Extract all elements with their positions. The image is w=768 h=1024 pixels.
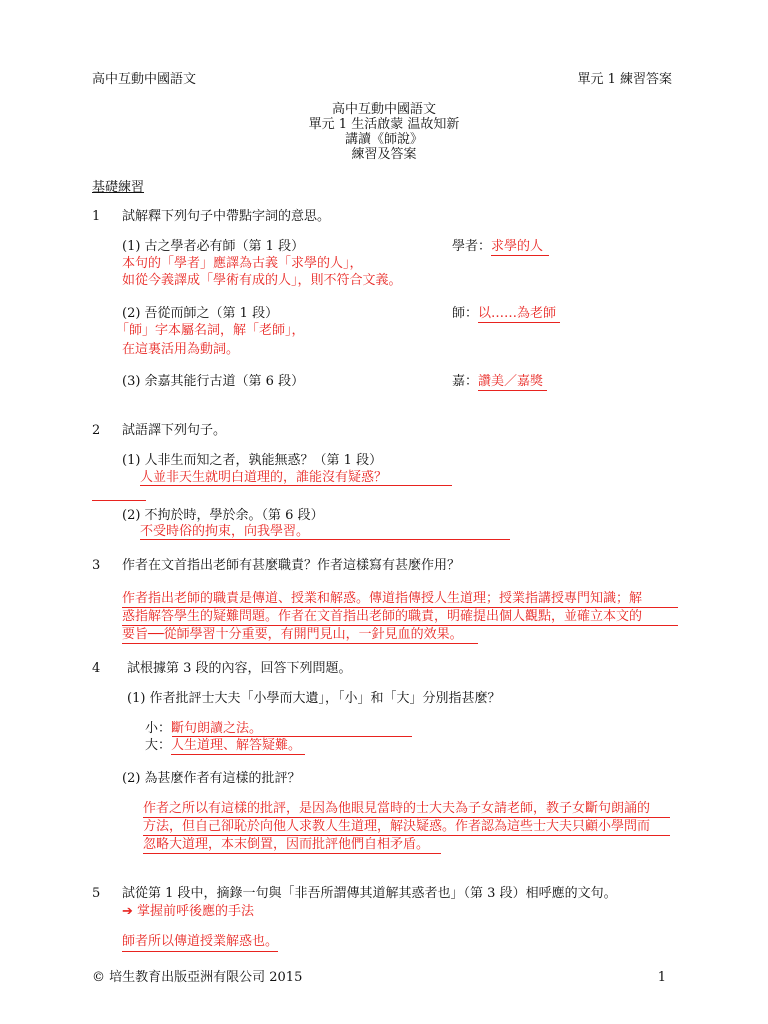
q3-prompt: 作者在文首指出老師有甚麼職責？作者這樣寫有甚麼作用？: [122, 558, 461, 573]
q1-item1-term: [452, 239, 549, 255]
q2-item1-answer-line: [140, 485, 452, 486]
q2-prompt: 試語譯下列句子。: [122, 423, 227, 438]
q5-prompt: 試從第 1 段中，摘錄一句與「非吾所謂傳其道解其惑者也」（第 3 段）相呼應的文句。: [122, 886, 617, 901]
q1-item1-note2: 如從今義譯成「學術有成的人」，則不符合文義。: [122, 273, 402, 288]
q1-item1-note1: 本句的「學者」應譯為古義「求學的人」，: [122, 256, 363, 271]
q4-big-label: 大：: [145, 738, 172, 753]
q5-hint: [122, 904, 254, 920]
q3-answer-line3: 要旨──從師學習十分重要，有開門見山，一針見血的效果。: [122, 627, 463, 642]
q2-number: 2: [92, 423, 101, 438]
q5-answer: 師者所以傳道授業解惑也。: [122, 934, 278, 952]
q1-item2-term-label: 師：: [452, 306, 479, 321]
q2-item2-sentence: (2) 不拘於時，學於余。（第 6 段）: [122, 508, 324, 523]
q1-item2-term: [452, 306, 560, 322]
arrow-right-icon: ➔: [122, 904, 133, 919]
title-line-1: 高中互動中國語文: [331, 102, 436, 117]
q3-number: 3: [92, 558, 101, 573]
q2-item1-answer: 人並非天生就明白道理的，誰能沒有疑惑？: [140, 470, 388, 485]
q4-sub1-question: (1) 作者批評士大夫「小學而大遺」，「小」和「大」分別指甚麼？: [127, 691, 501, 706]
q1-item3-answer: 讚美／嘉獎: [478, 374, 547, 391]
q5-number: 5: [92, 886, 101, 901]
q4-big-answer: 人生道理、解答疑難。: [171, 738, 305, 755]
q1-item2-answer: 以……為老師: [478, 306, 560, 323]
q4-sub2-underline3: [143, 853, 441, 854]
q2-item2-answer: 不受時俗的拘束，向我學習。: [140, 524, 310, 539]
q4-small-answer: 斷句朗讀之法。: [171, 721, 263, 736]
q3-answer-line1: 作者指出老師的職責是傳道、授業和解惑。傳道指傳授人生道理；授業指講授專門知識；解: [122, 591, 643, 606]
footer-copyright: © 培生教育出版亞洲有限公司 2015: [92, 970, 303, 985]
q4-big-row: [145, 738, 305, 754]
q2-item1-sentence: (1) 人非生而知之者，孰能無惑？（第 1 段）: [122, 453, 383, 468]
q1-item3-term-label: 嘉：: [452, 374, 479, 389]
q4-sub2-underline2: [143, 835, 670, 836]
q5-hint-text: 掌握前呼後應的手法: [137, 904, 255, 919]
q1-item3-sentence: (3) 余嘉其能行古道（第 6 段）: [122, 374, 305, 389]
q3-answer-line2: 惑指解答學生的疑難問題。作者在文首指出老師的職責，明確提出個人觀點，並確立本文的: [122, 609, 643, 624]
title-line-2: 單元 1 生活啟蒙 温故知新: [308, 117, 460, 132]
q2-item1-answer-line-cont: [92, 500, 146, 501]
page-number: 1: [657, 970, 666, 985]
q1-prompt: 試解釋下列句子中帶點字詞的意思。: [122, 209, 331, 224]
q4-sub2-answer-line1: 作者之所以有這樣的批評，是因為他眼見當時的士大夫為子女請老師，教子女斷句朗誦的: [143, 801, 651, 816]
q4-number: 4: [92, 661, 101, 676]
q1-number: 1: [92, 209, 101, 224]
q4-small-label: 小：: [145, 721, 172, 736]
q1-item2-note2: 在這裏活用為動詞。: [122, 342, 240, 357]
q4-sub2-underline1: [143, 817, 670, 818]
q3-answer-underline1: [122, 607, 678, 608]
q3-answer-underline3: [122, 643, 478, 644]
q1-item1-sentence: (1) 古之學者必有師（第 1 段）: [122, 239, 305, 254]
q4-sub2-answer-line2: 方法，但自己卻恥於向他人求教人生道理，解決疑惑。作者認為這些士大夫只顧小學問而: [143, 819, 651, 834]
title-line-4: 練習及答案: [351, 147, 417, 162]
header-left: 高中互動中國語文: [92, 72, 197, 87]
title-line-3: 講讀《師說》: [344, 132, 423, 147]
q4-small-row: [145, 721, 262, 737]
header-right: 單元 1 練習答案: [577, 72, 672, 87]
section-heading: 基礎練習: [92, 180, 145, 195]
q4-sub2-question: (2) 為甚麼作者有這樣的批評？: [122, 771, 301, 786]
q1-item3-term: [452, 374, 547, 390]
q1-item2-note1: 「師」字本屬名詞，解「老師」，: [116, 323, 305, 338]
q4-sub2-answer-line3: 忽略大道理，本末倒置，因而批評他們自相矛盾。: [143, 837, 430, 852]
q1-item1-answer: 求學的人: [491, 239, 549, 256]
q1-item2-sentence: (2) 吾從而師之（第 1 段）: [122, 306, 279, 321]
q4-small-underline: [172, 736, 412, 737]
q2-item2-answer-line: [140, 539, 510, 540]
q1-item1-term-label: 學者：: [452, 239, 492, 254]
q4-prompt: 試根據第 3 段的內容，回答下列問題。: [127, 661, 352, 676]
q3-answer-underline2: [122, 625, 678, 626]
